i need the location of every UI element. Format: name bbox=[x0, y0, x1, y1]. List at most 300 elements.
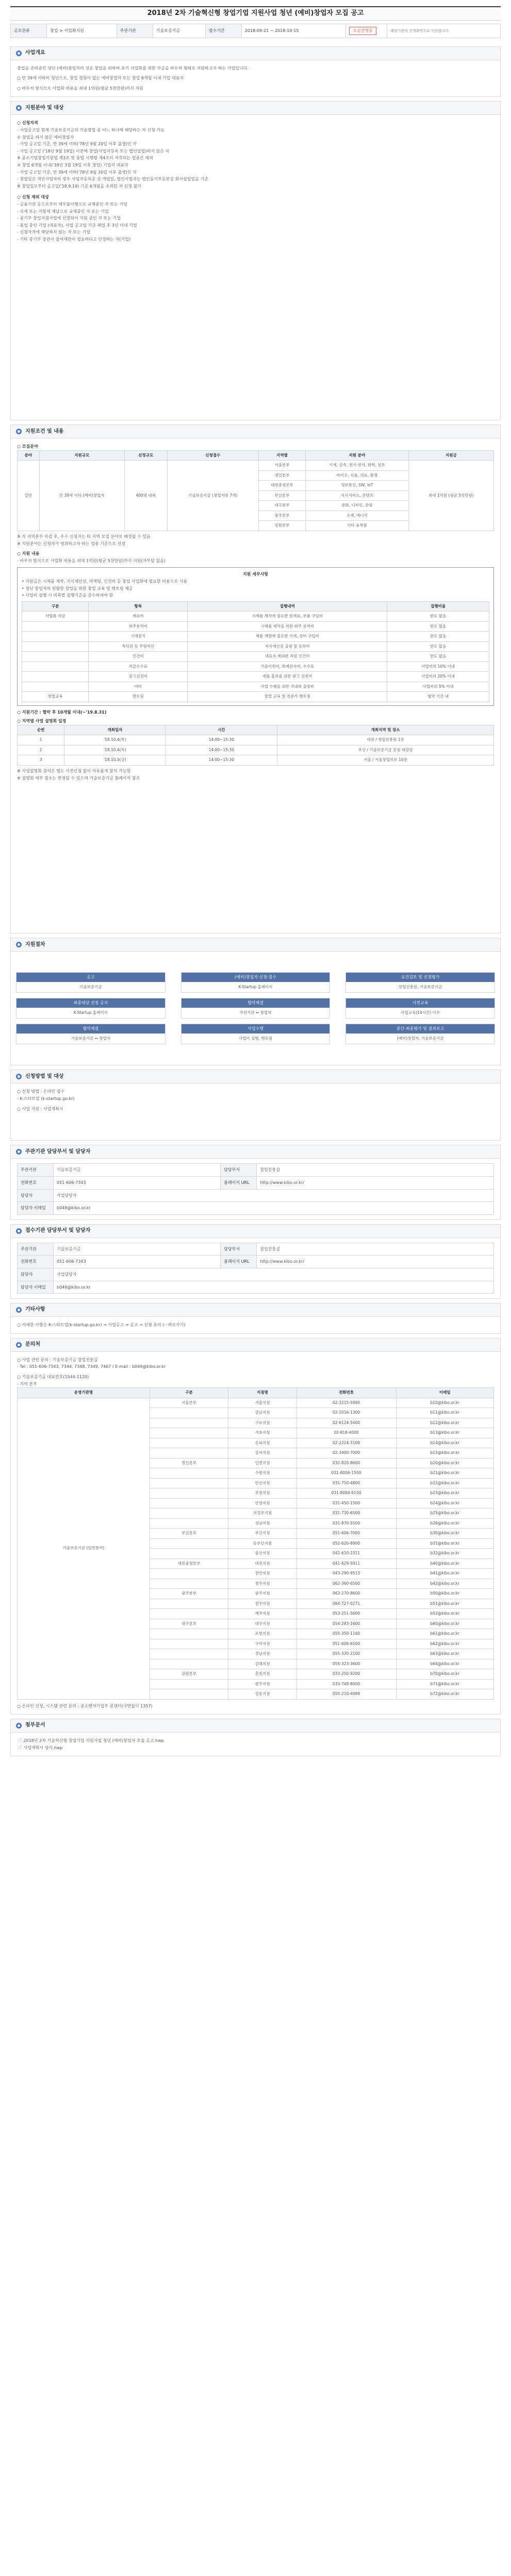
value: 사업담당자 bbox=[54, 1189, 494, 1202]
text: ※ 설명회 세부 장소는 변경될 수 있으며 기술보증기금 홈페이지 참조 bbox=[17, 775, 140, 781]
value: 창업진흥실 bbox=[257, 1164, 494, 1177]
table-cell: 사업 수행을 위한 국내외 출장비 bbox=[188, 682, 387, 692]
email-link: b12@kibo.or.kr bbox=[396, 1418, 493, 1428]
text: ○ 온라인 신청, 시스템 관련 문의 : 중소벤처기업부 콜센터(국번없이 1357) bbox=[17, 1703, 153, 1708]
procedure-step bbox=[345, 1024, 495, 1044]
bullet-icon bbox=[16, 1228, 22, 1234]
table-cell: 기계, 금속, 전기·전자, 화학, 섬유 bbox=[306, 461, 409, 471]
table-cell bbox=[150, 1438, 228, 1448]
table-header bbox=[18, 450, 494, 461]
info-table bbox=[10, 24, 501, 38]
table-cell bbox=[22, 641, 89, 652]
table-cell: 구로지점 bbox=[228, 1418, 296, 1428]
table-cell: 대전충청본부 bbox=[150, 1558, 228, 1569]
email-link: b60@kibo.or.kr bbox=[396, 1619, 493, 1629]
table-cell: 정보통신, SW, IoT bbox=[306, 481, 409, 491]
table-cell: 지식재산권 출원 및 등록비 bbox=[188, 641, 387, 652]
table-header-cell: 구분 bbox=[150, 1388, 228, 1398]
table-cell: 강릉지점 bbox=[228, 1689, 296, 1700]
value: 기술보증기금 bbox=[54, 1164, 221, 1177]
table-cell: 031-8006-1500 bbox=[296, 1468, 396, 1479]
table-cell: 051-606-6500 bbox=[296, 1639, 396, 1649]
table-cell bbox=[150, 1689, 228, 1700]
text: - Tel : 051-606-7343, 7344, 7348, 7349, 7467 / E-mail : b049@kibo.or.kr bbox=[17, 1364, 166, 1369]
bullet-icon bbox=[16, 50, 22, 56]
status-badge[interactable]: 모집진행중 bbox=[349, 27, 376, 35]
apply-link[interactable]: - K-스타트업 (k-startup.go.kr) bbox=[17, 1096, 75, 1101]
table-cell bbox=[150, 1599, 228, 1609]
step-title: 공고 bbox=[17, 973, 165, 982]
section-title: 사업개요 bbox=[25, 49, 45, 56]
table-cell: 대구본부 bbox=[258, 501, 305, 511]
label: 담당자 이메일 bbox=[18, 1202, 54, 1215]
bullet-icon bbox=[16, 1149, 22, 1155]
text: - 기타 중기부 장관이 참여제한이 필요하다고 인정하는 자(기업) bbox=[17, 236, 131, 242]
text: ○ 사업 관련 문의 : 기술보증기금 창업진흥실 bbox=[17, 1357, 98, 1362]
procedure-step bbox=[16, 998, 166, 1019]
table-cell: 14:00~15:30 bbox=[166, 735, 277, 745]
table-cell bbox=[150, 1549, 228, 1559]
table-cell: 기술보증기금 (일반분야) bbox=[18, 1398, 150, 1699]
text: - 바우처 방식으로 사업화 비용을 최대 1억원(평균 5천만원)까지 지원(자부담 없음) bbox=[17, 558, 166, 563]
bullet-icon bbox=[16, 1307, 22, 1313]
text: - 국세 또는 지방세 체납으로 규제중인 자 또는 기업 bbox=[17, 209, 109, 214]
table-cell: 02-818-4000 bbox=[296, 1428, 396, 1438]
table-cell: 김해지점 bbox=[228, 1659, 296, 1669]
table-cell: 경인본부 bbox=[258, 470, 305, 481]
text: • 지원금은 시제품 제작, 지식재산권, 마케팅, 인건비 등 창업 사업화에 필요한 비용으로 사용 bbox=[22, 579, 188, 584]
table-header-cell: 분야 bbox=[18, 450, 40, 461]
table-row bbox=[18, 735, 494, 745]
attachment-name[interactable]: 사업계획서 양식.hwp bbox=[23, 1745, 63, 1750]
email-link: b14@kibo.or.kr bbox=[396, 1438, 493, 1448]
table-cell bbox=[150, 1679, 228, 1689]
table-cell: 사업화 자금 bbox=[22, 612, 89, 622]
page-title: 2018년 2차 기술혁신형 창업기업 지원사업 청년 (예비)창업자 모집 공고 bbox=[10, 6, 501, 21]
table-cell: 부산 / 기술보증기금 본점 대강당 bbox=[277, 745, 494, 755]
table-cell: 만 39세 이하 (예비)창업자 bbox=[39, 461, 124, 531]
table-cell: 서울본부 bbox=[150, 1398, 228, 1408]
table-header-cell: 선정규모 bbox=[124, 450, 167, 461]
email-link: b26@kibo.or.kr bbox=[396, 1518, 493, 1529]
text: - 휴업 중인 기업 (대표자), 사업 공고일 기준 폐업 후 3년 이내 기업 bbox=[17, 223, 137, 228]
table-cell: '18.10.4(목) bbox=[64, 745, 166, 755]
email-link: b64@kibo.or.kr bbox=[396, 1659, 493, 1669]
table-cell: 043-290-9513 bbox=[296, 1569, 396, 1579]
text: ○ 신청자격 bbox=[17, 121, 38, 126]
table-cell bbox=[150, 1448, 228, 1459]
table-header-cell: 신청접수 bbox=[167, 450, 258, 461]
table-cell: 대전 / 창업진흥원 1층 bbox=[277, 735, 494, 745]
value: 051-606-7343 bbox=[54, 1256, 221, 1268]
step-desc: 사업비 집행, 멘토링 bbox=[238, 1036, 273, 1041]
section-title: 문의처 bbox=[25, 1341, 40, 1347]
table-row bbox=[22, 632, 489, 642]
email-link: b13@kibo.or.kr bbox=[396, 1428, 493, 1438]
table-cell: 울산지점 bbox=[228, 1549, 296, 1559]
procedure-step bbox=[345, 972, 495, 993]
table-row bbox=[18, 1398, 494, 1408]
label: 담당자 이메일 bbox=[18, 1281, 54, 1294]
section-title: 지원분야 및 대상 bbox=[25, 105, 64, 111]
section-title: 주관기관 담당부서 및 담당자 bbox=[25, 1148, 91, 1155]
table-cell: 여비 bbox=[89, 682, 188, 692]
box-title: 지원 세부사항 bbox=[242, 572, 269, 577]
table-header bbox=[22, 601, 489, 612]
period-label: 접수기간 bbox=[205, 24, 241, 38]
table-cell: 한도 없음 bbox=[387, 641, 489, 652]
email-link: b51@kibo.or.kr bbox=[396, 1599, 493, 1609]
table-cell: 재료비 bbox=[89, 612, 188, 622]
table-cell: 바이오, 식품, 의료, 환경 bbox=[306, 470, 409, 481]
table-cell: 멘토링 bbox=[89, 692, 188, 702]
agency-value: 기술보증기금 bbox=[153, 24, 205, 38]
label: 담당자 bbox=[18, 1189, 54, 1202]
table-cell: 경남지점 bbox=[228, 1649, 296, 1659]
text: ○ 신청 방법 : 온라인 접수 bbox=[17, 1089, 64, 1094]
section-title: 지원조건 및 내용 bbox=[25, 428, 64, 434]
bullet-icon bbox=[16, 1074, 22, 1079]
table-cell: 14:00~15:30 bbox=[166, 745, 277, 755]
table-cell: 063-270-8600 bbox=[296, 1589, 396, 1599]
table-cell bbox=[150, 1569, 228, 1579]
table-cell: 055-323-3600 bbox=[296, 1659, 396, 1669]
step-desc: 기술보증기금 bbox=[79, 984, 102, 989]
section-etc bbox=[10, 1303, 501, 1334]
attachment-link[interactable]: 📄 2018년 2차 기술혁신형 창업기업 지원사업 청년 (예비)창업자 모집 공고.hwp bbox=[17, 1738, 164, 1743]
table-cell: 2 bbox=[18, 745, 64, 755]
text: ○ 지원기간 : 협약 후 10개월 이내(~'19.8.31) bbox=[17, 709, 107, 715]
email-link: b22@kibo.or.kr bbox=[396, 1478, 493, 1488]
text: ○ 지역별 사업 설명회 일정 bbox=[17, 719, 67, 724]
text: • 청년 창업자의 원활한 창업을 위한 창업 교육 및 멘토링 제공 bbox=[22, 586, 133, 591]
procedure-step bbox=[181, 1024, 331, 1044]
text: ○ 사업 지원 : 사업계획서 bbox=[17, 1106, 63, 1111]
section-host bbox=[10, 1145, 501, 1219]
table-cell: 최대 1억원 (평균 5천만원) bbox=[408, 461, 493, 531]
etc-link[interactable]: ○ 자세한 사항은 K-스타트업(k-startup.go.kr) → 사업공고 → 공고 → 신청 문의 (☞바로가기) bbox=[17, 1323, 186, 1328]
table-cell: 수원지점 bbox=[228, 1468, 296, 1479]
table-cell: 안산지점 bbox=[228, 1478, 296, 1488]
table-header-cell: 지역별 bbox=[258, 450, 305, 461]
email-link: b24@kibo.or.kr bbox=[396, 1498, 493, 1509]
table-cell: 사업비의 10% 이내 bbox=[387, 662, 489, 672]
table-cell: 일반 bbox=[18, 461, 40, 531]
table-header-cell: 지원금 bbox=[408, 450, 493, 461]
overview-text: 창업을 준비중인 청년 (예비)창업자의 성공 창업을 위하여 초기 사업화를 위한 자금을 바우처 형태로 지원하고자 하는 사업입니다. bbox=[17, 65, 249, 71]
table-cell bbox=[22, 672, 89, 682]
table-cell: 031-8084-6100 bbox=[296, 1488, 396, 1499]
procedure-flow bbox=[11, 952, 500, 1065]
table-cell: 지식서비스, 콘텐츠 bbox=[306, 490, 409, 501]
recruit-table bbox=[17, 450, 494, 531]
table-cell: 사업비의 5% 이내 bbox=[387, 682, 489, 692]
table-cell: 한도 없음 bbox=[387, 612, 489, 622]
table-cell bbox=[150, 1498, 228, 1509]
table-cell bbox=[150, 1629, 228, 1639]
text: ※ 각 지역본부 마감 후, 우수 신청자는 타 지역 모집 분야로 배정될 수 있음 bbox=[17, 534, 151, 539]
table-cell: 강서지점 bbox=[228, 1448, 296, 1459]
table-cell: 033-748-8000 bbox=[296, 1679, 396, 1689]
table-cell: 031-730-6500 bbox=[296, 1509, 396, 1519]
table-cell: 천안지점 bbox=[228, 1569, 296, 1579]
step-title: 요건검토 및 선정평가 bbox=[346, 973, 494, 982]
table-cell: 02-3215-5990 bbox=[296, 1398, 396, 1408]
table-cell: 성남지점 bbox=[228, 1518, 296, 1529]
label: 전화번호 bbox=[18, 1256, 54, 1268]
text: ※ 지원분야는 신청자가 영위하고자 하는 업종 기준으로 선정 bbox=[17, 541, 125, 546]
table-cell bbox=[150, 1478, 228, 1488]
table-cell: 지급수수료 bbox=[89, 662, 188, 672]
label: 주관기관 bbox=[18, 1243, 54, 1256]
table-cell: 인건비 bbox=[89, 652, 188, 662]
table-cell bbox=[150, 1509, 228, 1519]
table-cell: 한도 없음 bbox=[387, 632, 489, 642]
table-cell: 광주지점 bbox=[228, 1589, 296, 1599]
section-apply bbox=[10, 1070, 501, 1141]
email-link: b70@kibo.or.kr bbox=[396, 1669, 493, 1680]
text: - 사업 공고일 ('18년 9월 19일) 이전에 창업(사업자등록 또는 법인설립)하지 않은 자 bbox=[17, 148, 170, 154]
text: ○ 모집분야 bbox=[17, 444, 38, 449]
table-cell: 전주지점 bbox=[228, 1599, 296, 1609]
procedure-step bbox=[16, 1024, 166, 1044]
text: ○ 지원 내용 bbox=[17, 551, 40, 556]
table-header-cell: 지원규모 bbox=[39, 450, 124, 461]
table-cell: 041-629-5911 bbox=[296, 1558, 396, 1569]
items-table bbox=[22, 601, 489, 702]
table-cell: 02-2016-1300 bbox=[296, 1408, 396, 1418]
table-cell: 1 bbox=[18, 735, 64, 745]
table-cell: 서울 / 서울창업허브 10층 bbox=[277, 755, 494, 766]
step-desc: (예비)창업자, 기술보증기금 bbox=[397, 1036, 444, 1041]
section-contact bbox=[10, 1338, 501, 1715]
table-cell: 원주지점 bbox=[228, 1679, 296, 1689]
table-cell: 042-610-2311 bbox=[296, 1549, 396, 1559]
email-link: b10@kibo.or.kr bbox=[396, 1398, 493, 1408]
table-header bbox=[18, 725, 494, 735]
attachment-name[interactable]: 2018년 2차 기술혁신형 창업기업 지원사업 청년 (예비)창업자 모집 공고.hwp bbox=[23, 1738, 164, 1743]
table-cell: 대표자 제외한 직원 인건비 bbox=[188, 652, 387, 662]
table-cell: 서초지점 bbox=[228, 1428, 296, 1438]
table-cell: 부산본부 bbox=[150, 1529, 228, 1539]
overview-bullet: ○ 만 39세 이하의 청년으로, 창업 경험이 없는 예비창업자 또는 창업 6개월 이내 기업 대표자 bbox=[17, 76, 184, 81]
step-title: 중간·최종평가 및 결과보고 bbox=[346, 1024, 494, 1033]
step-title: (예비)창업자 신청·접수 bbox=[182, 973, 330, 982]
host-table bbox=[17, 1163, 494, 1214]
email-link: b20@kibo.or.kr bbox=[396, 1458, 493, 1468]
table-cell: 기술보증기금 (창업지원 7개) bbox=[167, 461, 258, 531]
table-cell: 한도 없음 bbox=[387, 621, 489, 632]
table-cell: 제주지점 bbox=[228, 1609, 296, 1619]
recv-table bbox=[17, 1243, 494, 1294]
table-cell: 시제품 제작을 위한 외주 용역비 bbox=[188, 621, 387, 632]
table-header-cell: 개최일자 bbox=[64, 725, 166, 735]
table-cell: 대구본부 bbox=[150, 1619, 228, 1629]
step-desc: K-Startup 홈페이지 bbox=[73, 1010, 108, 1015]
table-cell: 시제품 제작에 필요한 원재료, 부품 구입비 bbox=[188, 612, 387, 622]
contact-table bbox=[17, 1387, 494, 1700]
step-title: 사전교육 bbox=[346, 998, 494, 1008]
attachment-link[interactable]: 📄 사업계획서 양식.hwp bbox=[17, 1745, 63, 1750]
bullet-icon bbox=[16, 942, 22, 947]
table-cell: 032-820-8600 bbox=[296, 1458, 396, 1468]
table-cell: 강원본부 bbox=[150, 1669, 228, 1680]
table-cell: 053-251-5600 bbox=[296, 1609, 396, 1619]
table-cell: 특허권 등 무형자산 bbox=[89, 641, 188, 652]
label: 담당자 bbox=[18, 1268, 54, 1281]
step-desc: 창업진흥원, 기술보증기금 bbox=[398, 984, 442, 989]
table-row bbox=[22, 652, 489, 662]
table-cell bbox=[150, 1649, 228, 1659]
value: 051-606-7343 bbox=[54, 1176, 221, 1189]
table-cell: '18.10.5(금) bbox=[64, 755, 166, 766]
step-title: 최종대상 선정 공지 bbox=[17, 998, 165, 1008]
table-header-cell: 지점명 bbox=[228, 1388, 296, 1398]
table-cell: 서울본부 bbox=[258, 461, 305, 471]
table-cell: 055-330-2100 bbox=[296, 1649, 396, 1659]
procedure-step bbox=[16, 972, 166, 993]
table-cell: 광주본부 bbox=[150, 1589, 228, 1599]
table-cell bbox=[22, 662, 89, 672]
email-link: b31@kibo.or.kr bbox=[396, 1538, 493, 1549]
recv-url-link[interactable]: http://www.kibo.or.kr/ bbox=[257, 1256, 494, 1268]
table-cell: 대전충청본부 bbox=[258, 481, 305, 491]
step-desc: 주관기관 ↔ 창업자 bbox=[239, 1010, 272, 1015]
section-title: 신청방법 및 대상 bbox=[25, 1073, 64, 1079]
table-cell: 제품 개발에 필요한 기계, 장비 구입비 bbox=[188, 632, 387, 642]
text: - 창업일은 개인사업자의 경우 사업자등록증 상 개업일, 법인사업자는 법인등기부등본상 회사설립일을 기준 bbox=[17, 177, 208, 182]
table-cell: 창업교육 bbox=[22, 692, 89, 702]
table-header-cell: 운영기관명 bbox=[18, 1388, 150, 1398]
table-cell: 경인본부 bbox=[150, 1458, 228, 1468]
bullet-icon bbox=[16, 1342, 22, 1348]
table-cell: 051-606-7000 bbox=[296, 1529, 396, 1539]
table-cell: 인천지점 bbox=[228, 1458, 296, 1468]
table-cell: 문화, 디자인, 관광 bbox=[306, 501, 409, 511]
table-header-cell: 항목 bbox=[89, 601, 188, 612]
table-header-cell: 이메일 bbox=[396, 1388, 493, 1398]
table-cell: 구미지점 bbox=[228, 1639, 296, 1649]
email-link: b32@kibo.or.kr bbox=[396, 1549, 493, 1559]
section-conditions bbox=[10, 425, 501, 934]
bullet-icon bbox=[16, 105, 22, 111]
table-cell: 02-2224-3100 bbox=[296, 1438, 396, 1448]
table-cell: 02-3400-7000 bbox=[296, 1448, 396, 1459]
email-link: b23@kibo.or.kr bbox=[396, 1488, 493, 1499]
table-cell: 제품 홍보를 위한 광고 선전비 bbox=[188, 672, 387, 682]
table-row bbox=[22, 662, 489, 672]
email-link: b40@kibo.or.kr bbox=[396, 1558, 493, 1569]
table-cell: 기타 융복합 bbox=[306, 521, 409, 531]
procedure-step bbox=[181, 972, 331, 993]
label: 전화번호 bbox=[18, 1176, 54, 1189]
text: - 지역 본부 bbox=[17, 1381, 37, 1386]
procedure-step bbox=[345, 998, 495, 1019]
table-cell: 대구지점 bbox=[228, 1619, 296, 1629]
table-cell: 064-727-0271 bbox=[296, 1599, 396, 1609]
text: - 금융기관 등으로부터 채무불이행으로 규제중인 자 또는 기업 bbox=[17, 201, 127, 207]
email-link: b62@kibo.or.kr bbox=[396, 1639, 493, 1649]
table-cell bbox=[150, 1488, 228, 1499]
table-row bbox=[22, 672, 489, 682]
text: ※ 사업설명회 참석은 별도 사전신청 없이 자유롭게 참석 가능함 bbox=[17, 768, 131, 773]
table-row bbox=[18, 755, 494, 766]
step-title: 협약체결 bbox=[17, 1024, 165, 1033]
step-desc: K-Startup 홈페이지 bbox=[238, 984, 273, 989]
category-label: 공모분류 bbox=[11, 24, 47, 38]
table-cell: 광주본부 bbox=[258, 511, 305, 521]
table-cell: 031-870-5500 bbox=[296, 1518, 396, 1529]
email-link: b30@kibo.or.kr bbox=[396, 1529, 493, 1539]
email-link: b50@kibo.or.kr bbox=[396, 1589, 493, 1599]
label: 담당부서 bbox=[221, 1164, 257, 1177]
table-cell: 054-283-1600 bbox=[296, 1619, 396, 1629]
table-cell bbox=[150, 1408, 228, 1418]
table-cell: 기술이전비, 회계감사비, 수수료 bbox=[188, 662, 387, 672]
text: - 사업공고일 현재 기술보증기금의 기술창업 중 어느 하나에 해당하는 자 신청 가능 bbox=[17, 127, 164, 132]
section-attach bbox=[10, 1719, 501, 1756]
text: - 사업 공고일 기준, 만 39세 이하('78년 9월 20일 이후 출생)인 자 bbox=[17, 170, 137, 175]
table-cell: 협약 기간 내 bbox=[387, 692, 489, 702]
table-row bbox=[18, 461, 494, 471]
table-cell: 포항지점 bbox=[228, 1629, 296, 1639]
table-cell bbox=[150, 1518, 228, 1529]
table-cell: 춘천지점 bbox=[228, 1669, 296, 1680]
email-link: b42@kibo.or.kr bbox=[396, 1579, 493, 1589]
table-header-cell: 지원 분야 bbox=[306, 450, 409, 461]
table-cell bbox=[150, 1538, 228, 1549]
detail-box bbox=[17, 567, 494, 705]
label: 홈페이지 URL bbox=[221, 1176, 257, 1189]
table-cell: 기계장치 bbox=[89, 632, 188, 642]
table-cell: 서울지점 bbox=[228, 1398, 296, 1408]
section-procedure bbox=[10, 938, 501, 1065]
text: ※ 창업일로부터 공고일('18.9.19) 기준 6개월을 초과한 자 신청 불가 bbox=[17, 183, 142, 189]
table-cell bbox=[150, 1659, 228, 1669]
table-cell: 소재, 에너지 bbox=[306, 511, 409, 521]
email-link: b63@kibo.or.kr bbox=[396, 1649, 493, 1659]
host-url-link[interactable]: http://www.kibo.or.kr/ bbox=[257, 1176, 494, 1189]
step-desc: 사업교육(14시간) 이수 bbox=[401, 1010, 440, 1015]
email-link: b21@kibo.or.kr bbox=[396, 1468, 493, 1479]
table-cell: 031-750-4800 bbox=[296, 1478, 396, 1488]
table-cell: 사업비의 20% 이내 bbox=[387, 672, 489, 682]
table-cell bbox=[150, 1468, 228, 1479]
text: ○ 기술보증기금 대표번호(1544-1120) bbox=[17, 1374, 89, 1379]
table-cell: 창업 교육 및 전문가 멘토링 bbox=[188, 692, 387, 702]
table-header-cell: 순번 bbox=[18, 725, 64, 735]
agency-label: 주관기관 bbox=[117, 24, 153, 38]
bullet-icon bbox=[16, 1723, 22, 1728]
schedule-table bbox=[17, 725, 494, 766]
text: • 사업비 집행 시 비목별 집행기준을 준수하여야 함 bbox=[22, 593, 113, 598]
value: 창업진흥실 bbox=[257, 1243, 494, 1256]
table-cell: 부천지점 bbox=[228, 1488, 296, 1499]
table-cell: 3 bbox=[18, 755, 64, 766]
text: ① 창업을 하지 않은 예비창업자 bbox=[17, 134, 74, 140]
overview-bullet: ○ 바우처 방식으로 사업화 비용을 최대 1억원(평균 5천만원)까지 지원 bbox=[17, 86, 143, 91]
table-cell: 대전지점 bbox=[228, 1558, 296, 1569]
step-title: 협약체결 bbox=[182, 998, 330, 1008]
step-desc: 기술보증기금 ↔ 창업자 bbox=[71, 1036, 110, 1041]
table-header-cell: 집행내역 bbox=[188, 601, 387, 612]
table-row bbox=[22, 682, 489, 692]
table-cell: 외주용역비 bbox=[89, 621, 188, 632]
table-cell bbox=[150, 1579, 228, 1589]
text: - 신청자격에 해당하지 않는 자 또는 기업 bbox=[17, 230, 90, 235]
table-cell: 031-450-1500 bbox=[296, 1498, 396, 1509]
table-row bbox=[22, 692, 489, 702]
